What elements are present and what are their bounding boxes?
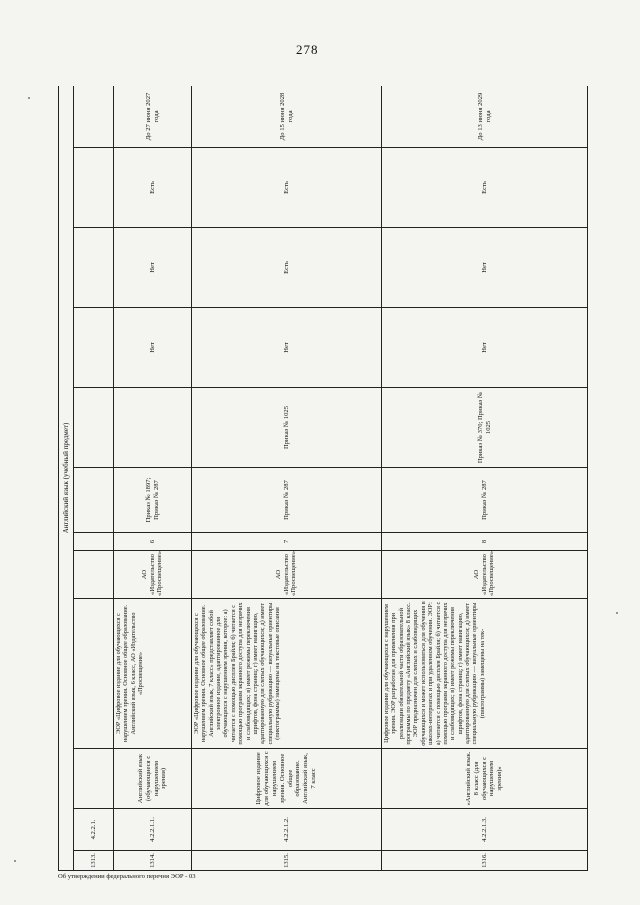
row-until [74,86,114,148]
row-publisher [74,551,114,599]
row-until: До 27 июня 2027 года [114,86,192,148]
row-order-2: Приказ № 370; Приказ № 1025 [382,388,588,468]
row-col-1: Нет [382,308,588,388]
row-title: «Английский язык. 8 класс (для обучающихся с нарушением зрения)» [382,749,588,809]
row-title: Цифровое издание для обучающихся с нарушением зрения. Основное общее образование. Английский язык, 7 класс [192,749,382,809]
scan-speck [14,860,16,862]
row-number: 1316. [382,851,588,871]
rotated-table-container [58,86,598,871]
row-publisher: АО «Издательство «Просвещение» [114,551,192,599]
row-order-no: 8 [382,533,588,551]
subject-header: Английский язык (учебный предмет) [59,86,74,871]
table-row [382,86,588,871]
row-order-no [74,533,114,551]
row-code: 4.2.2.1.3. [382,809,588,851]
row-order: Приказ № 1897; Приказ № 287 [114,468,192,533]
row-col-2: Нет [382,228,588,308]
row-col-2: Есть [192,228,382,308]
row-publisher: АО «Издательство «Просвещение» [382,551,588,599]
row-code: 4.2.2.1. [74,809,114,851]
row-code: 4.2.2.1.2. [192,809,382,851]
row-number: 1314. [114,851,192,871]
row-col-3: Есть [192,148,382,228]
row-order-no: 7 [192,533,382,551]
table-row [74,86,114,871]
row-until: До 13 июня 2029 года [382,86,588,148]
row-order: Приказ № 287 [382,468,588,533]
row-col-3 [74,148,114,228]
row-col-1: Нет [192,308,382,388]
rotated-table-area [58,86,598,871]
row-title: Английский язык (обучающиеся с нарушением зрения) [114,749,192,809]
eor-table [58,86,588,871]
scan-speck [28,97,30,99]
row-description: Цифровое издание для обучающихся с нарушением зрения. ЭОР разработан для применения при реализации обязательной части образовательной программы по предмету «Английский язык» 8 класс. ЭОР предназначен для слепых и слабовидящих обучающихся и может использоваться для обучения в школах-интернатах и при удаленном обучении. ЭОР: а) читается с помощью дисплея Брайля; б) читается с помощью программ экранного доступа для незрячих и слабовидящих; в) имеет режимы переключения шрифтов, фона страниц; г) имеет навигацию, адаптированную для слепых обучающихся; д) имеет специальную рубрикацию — визуальные ориентиры (пиктограммы) замещены на тек- [382,599,588,749]
row-number: 1315. [192,851,382,871]
row-description [74,599,114,749]
row-order-2 [74,388,114,468]
page-number: 278 [296,42,319,57]
table-row [114,86,192,871]
row-description: ЭОР «Цифровое издание для обучающихся с нарушением зрения. Основное общее образование. Английский язык, 6 класс, АО «Издательство «Просвещение» [114,599,192,749]
row-until: До 15 июня 2028 года [192,86,382,148]
row-order: Приказ № 287 [192,468,382,533]
row-col-1 [74,308,114,388]
row-col-2: Нет [114,228,192,308]
row-col-3: Есть [114,148,192,228]
row-col-1: Нет [114,308,192,388]
row-code: 4.2.2.1.1. [114,809,192,851]
row-description: ЭОР «Цифровое издание для обучающихся с нарушением зрения. Основное общее образование. Английский язык, 7 класс» представляет собой электронное издание, адаптированное для обучающихся с нарушением зрения, которое: а) читается с помощью дисплея Брайля; б) читается с помощью программ экранного доступа для незрячих и слабовидящих; в) имеет режимы переключения шрифтов, фона страниц; г) имеет навигацию, адаптированную для слепых обучающихся; д) имеет специальную рубрикацию — визуальные ориентиры (пиктограммы) замещены на текстовые описания [192,599,382,749]
row-order-2: Приказ № 1025 [192,388,382,468]
row-title [74,749,114,809]
scan-speck [616,612,618,614]
row-publisher: АО «Издательство «Просвещение» [192,551,382,599]
row-number: 1313. [74,851,114,871]
row-order [74,468,114,533]
table-row [192,86,382,871]
row-col-2 [74,228,114,308]
row-col-3: Есть [382,148,588,228]
row-order-2 [114,388,192,468]
subject-header-row [59,86,74,871]
footer-text: Об утверждении федерального перечня ЭОР - 03 [58,873,196,880]
row-order-no: 6 [114,533,192,551]
